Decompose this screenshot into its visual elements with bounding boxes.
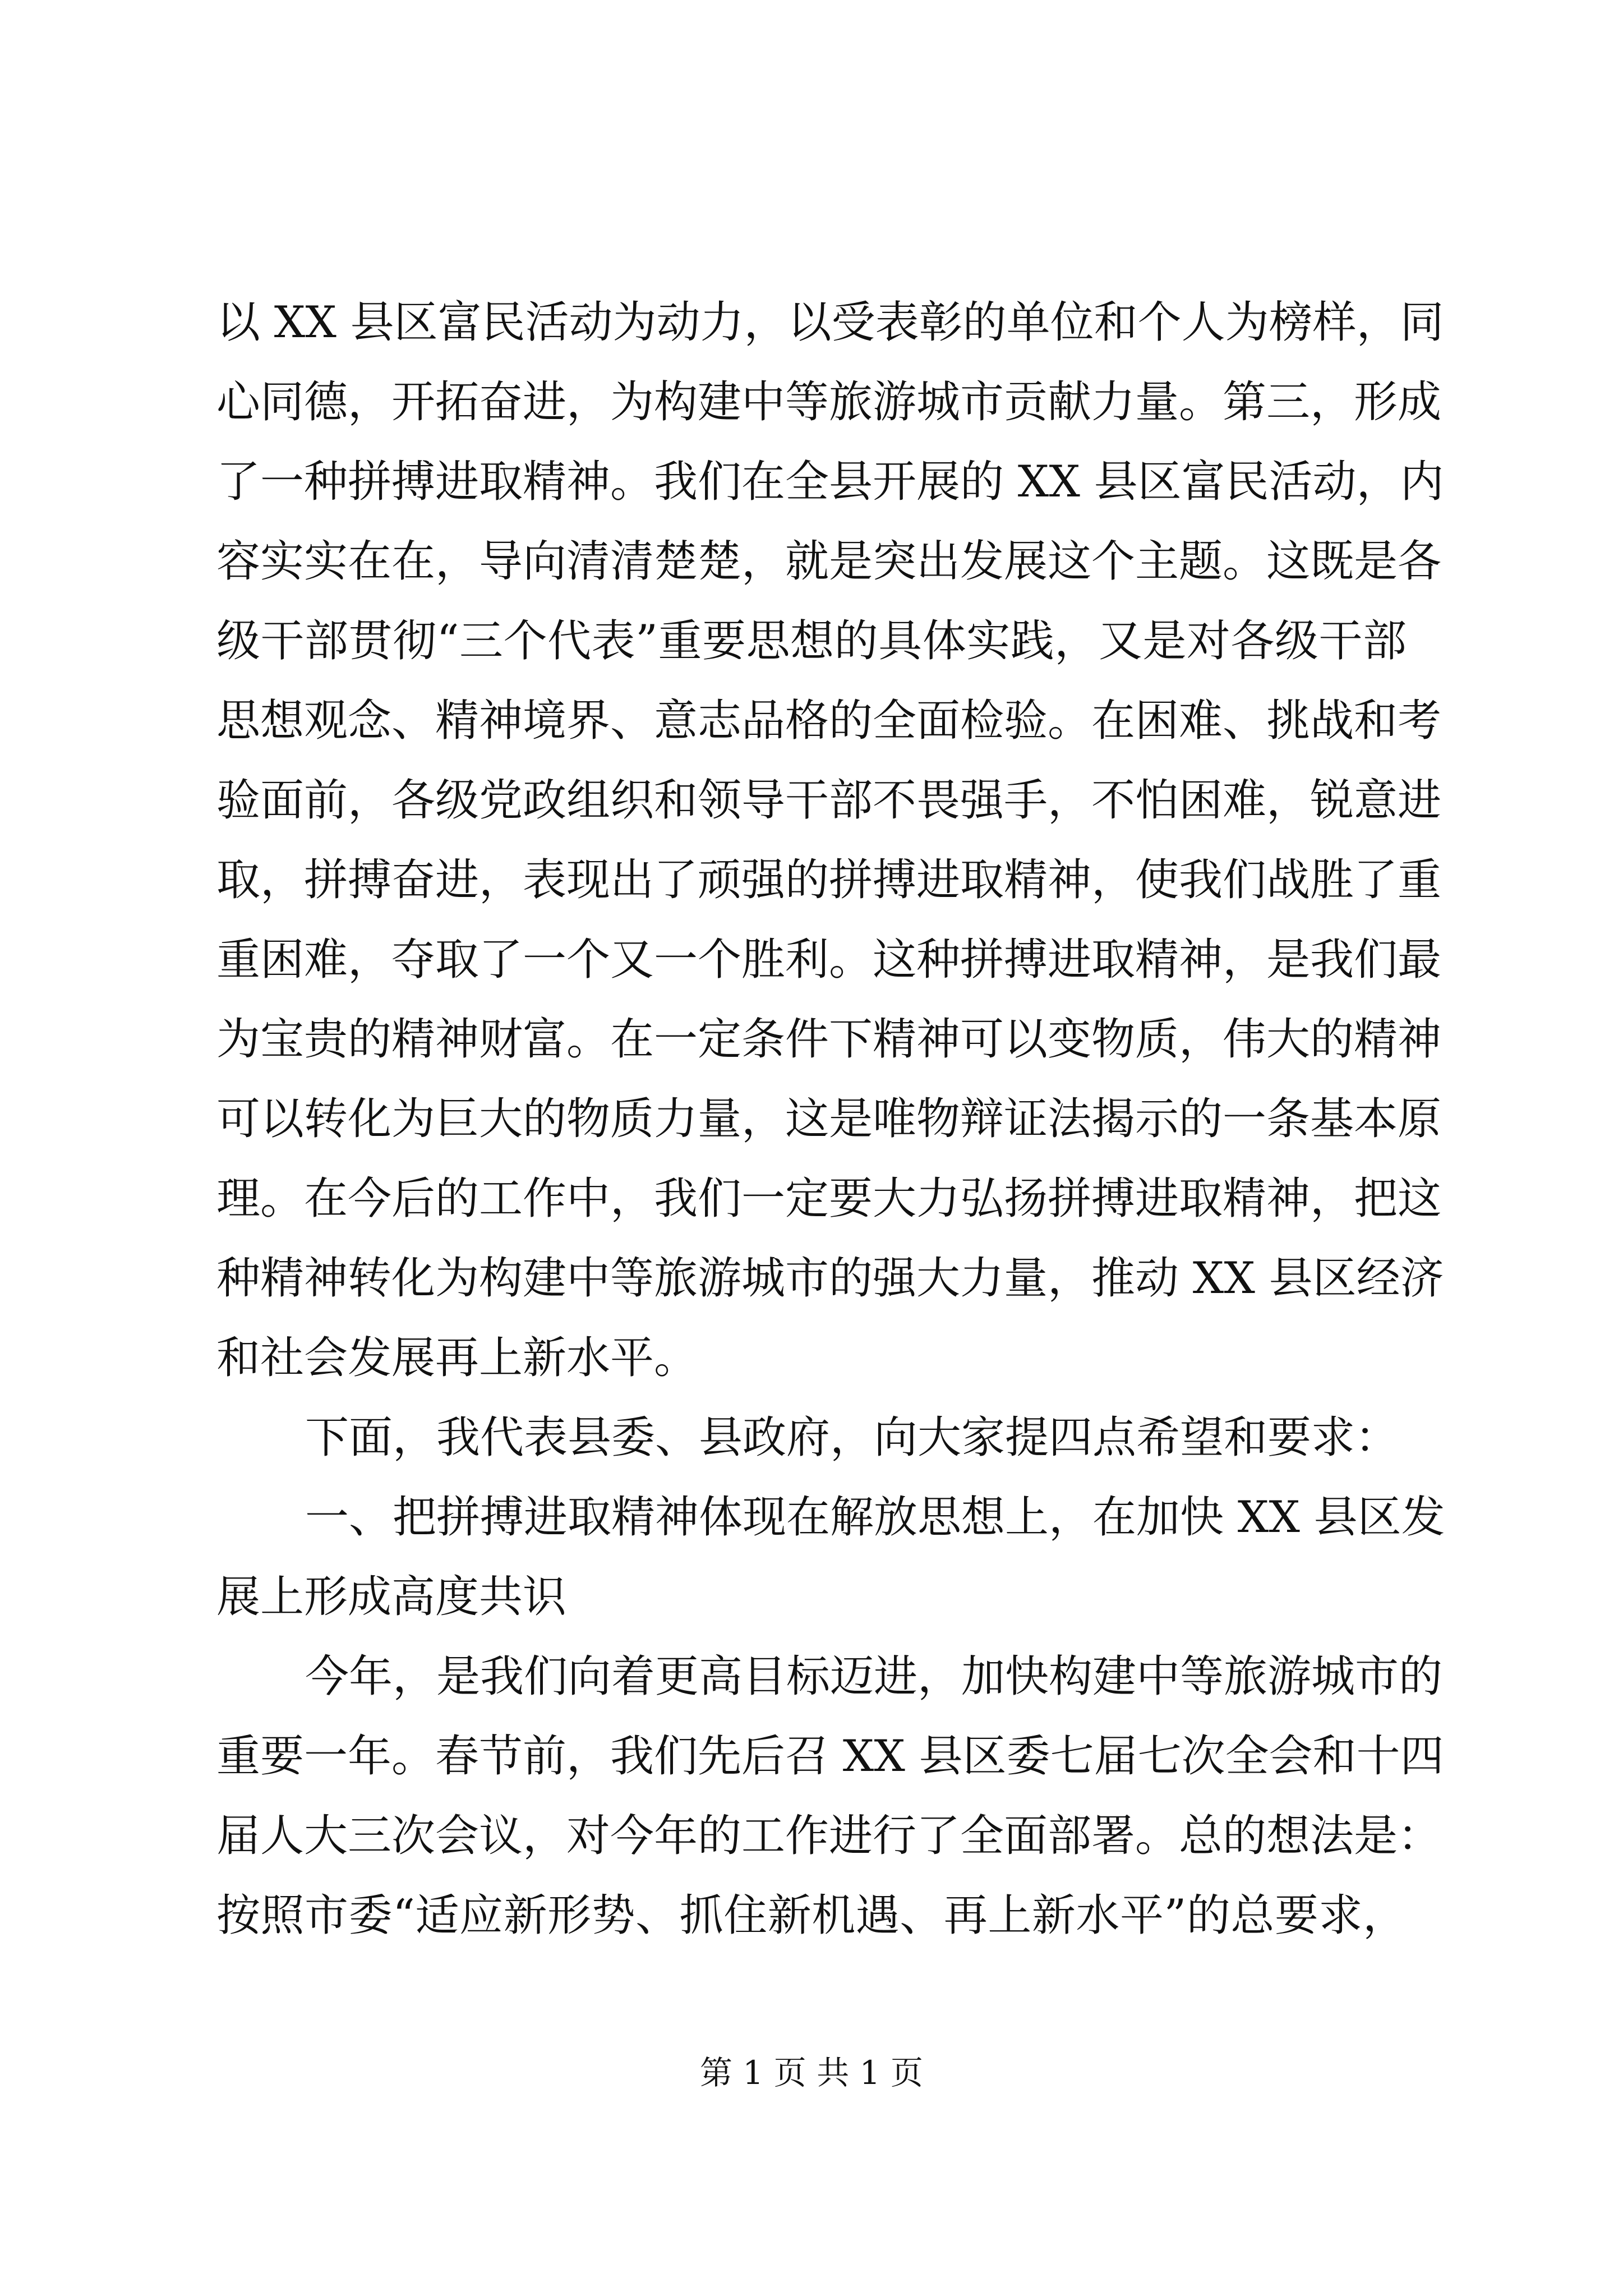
text-line: 了一种拼搏进取精神。我们在全县开展的 XX 县区富民活动，内 (216, 457, 1444, 507)
text-line: 思想观念、精神境界、意志品格的全面检验。在困难、挑战和考 (216, 696, 1442, 746)
text-line: 可以转化为巨大的物质力量，这是唯物辩证法揭示的一条基本原 (216, 1094, 1442, 1144)
text-line: 今年，是我们向着更高目标迈进，加快构建中等旅游城市的 (305, 1651, 1443, 1702)
text-line: 理。在今后的工作中，我们一定要大力弘扬拼搏进取精神，把这 (216, 1174, 1442, 1224)
text-line: 取，拼搏奋进，表现出了顽强的拼搏进取精神，使我们战胜了重 (216, 855, 1442, 905)
text-line: 重困难，夺取了一个又一个胜利。这种拼搏进取精神，是我们最 (216, 935, 1442, 985)
text-line: 按照市委“适应新形势、抓住新机遇、再上新水平”的总要求， (216, 1890, 1407, 1941)
text-line: 和社会发展再上新水平。 (216, 1333, 698, 1383)
text-line: 级干部贯彻“三个代表”重要思想的具体实践，又是对各级干部 (216, 616, 1407, 666)
text-line: 届人大三次会议，对今年的工作进行了全面部署。总的想法是： (216, 1811, 1442, 1861)
text-line: 为宝贵的精神财富。在一定条件下精神可以变物质，伟大的精神 (216, 1014, 1442, 1065)
section-heading-line: 一、把拼搏进取精神体现在解放思想上，在加快 XX 县区发 (305, 1492, 1445, 1543)
text-line: 验面前，各级党政组织和领导干部不畏强手，不怕困难，锐意进 (216, 775, 1442, 826)
text-line: 心同德，开拓奋进，为构建中等旅游城市贡献力量。第三，形成 (216, 377, 1442, 427)
text-line: 种精神转化为构建中等旅游城市的强大力量，推动 XX 县区经济 (216, 1253, 1444, 1304)
text-line: 重要一年。春节前，我们先后召 XX 县区委七届七次全会和十四 (216, 1731, 1444, 1782)
page-footer: 第 1 页 共 1 页 (700, 2054, 923, 2092)
text-line: 下面，我代表县委、县政府，向大家提四点希望和要求： (305, 1412, 1399, 1463)
text-line: 以 XX 县区富民活动为动力，以受表彰的单位和个人为榜样，同 (216, 297, 1444, 348)
section-heading-line: 展上形成高度共识 (216, 1572, 567, 1622)
body-text (216, 283, 1445, 1955)
text-line: 容实实在在，导向清清楚楚，就是突出发展这个主题。这既是各 (216, 536, 1442, 587)
